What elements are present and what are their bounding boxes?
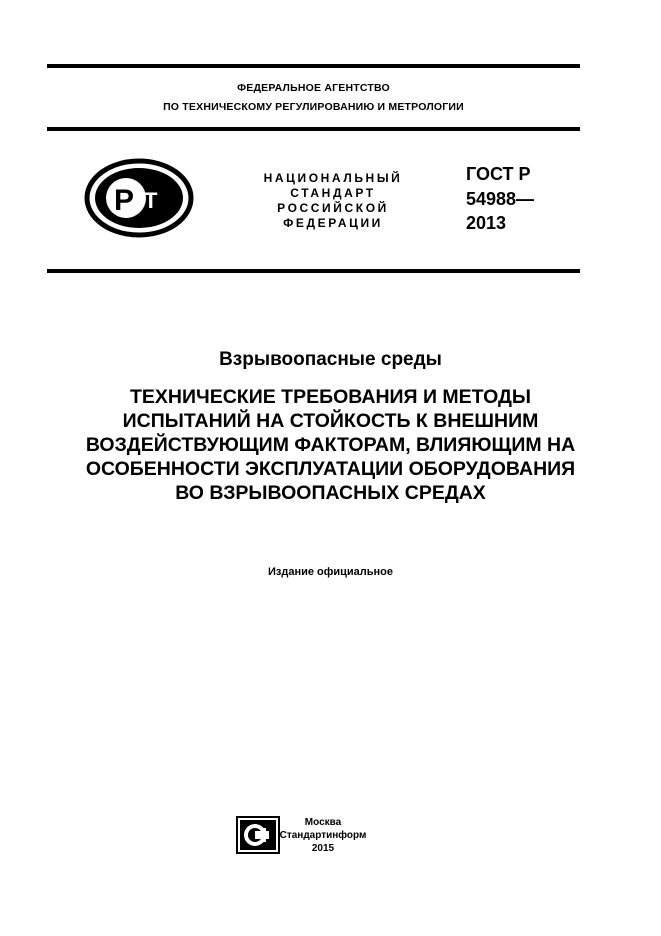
gost-number-line-1: ГОСТ Р: [466, 164, 531, 184]
document-title-line-5: ВО ВЗРЫВООПАСНЫХ СРЕДАХ: [175, 482, 486, 504]
gost-number-line-2: 54988—: [466, 189, 535, 209]
middle-rule: [47, 269, 580, 273]
document-title-line-4: ОСОБЕННОСТИ ЭКСПЛУАТАЦИИ ОБОРУДОВАНИЯ: [85, 458, 576, 480]
svg-text:P: P: [114, 184, 135, 217]
gost-number-line-3: 2013: [466, 213, 507, 233]
national-standard-line-3: РОССИЙСКОЙ: [277, 201, 389, 215]
gost-r-logo-icon: [84, 158, 194, 238]
header-rule: [47, 127, 580, 131]
document-title-line-1: ТЕХНИЧЕСКИЕ ТРЕБОВАНИЯ И МЕТОДЫ: [130, 386, 531, 408]
agency-line-2: ПО ТЕХНИЧЕСКОМУ РЕГУЛИРОВАНИЮ И МЕТРОЛОГИИ: [163, 101, 464, 113]
publisher-city: Москва: [304, 817, 342, 828]
national-standard-line-2: СТАНДАРТ: [290, 186, 376, 200]
document-title-line-2: ИСПЫТАНИЙ НА СТОЙКОСТЬ К ВНЕШНИМ: [122, 410, 539, 432]
document-subtitle: Взрывоопасные среды: [219, 349, 442, 370]
edition-label: Издание официальное: [267, 566, 394, 578]
agency-line-1: ФЕДЕРАЛЬНОЕ АГЕНТСТВО: [237, 82, 390, 94]
standartinform-logo-icon: [236, 816, 280, 854]
publisher-year: 2015: [311, 843, 335, 854]
document-title-line-3: ВОЗДЕЙСТВУЮЩИМ ФАКТОРАМ, ВЛИЯЮЩИМ НА: [85, 434, 576, 456]
svg-text:T: T: [144, 188, 158, 213]
top-rule: [47, 64, 580, 68]
national-standard-line-4: ФЕДЕРАЦИИ: [283, 216, 383, 230]
publisher-name: Стандартинформ: [279, 830, 367, 841]
national-standard-line-1: НАЦИОНАЛЬНЫЙ: [263, 171, 403, 185]
